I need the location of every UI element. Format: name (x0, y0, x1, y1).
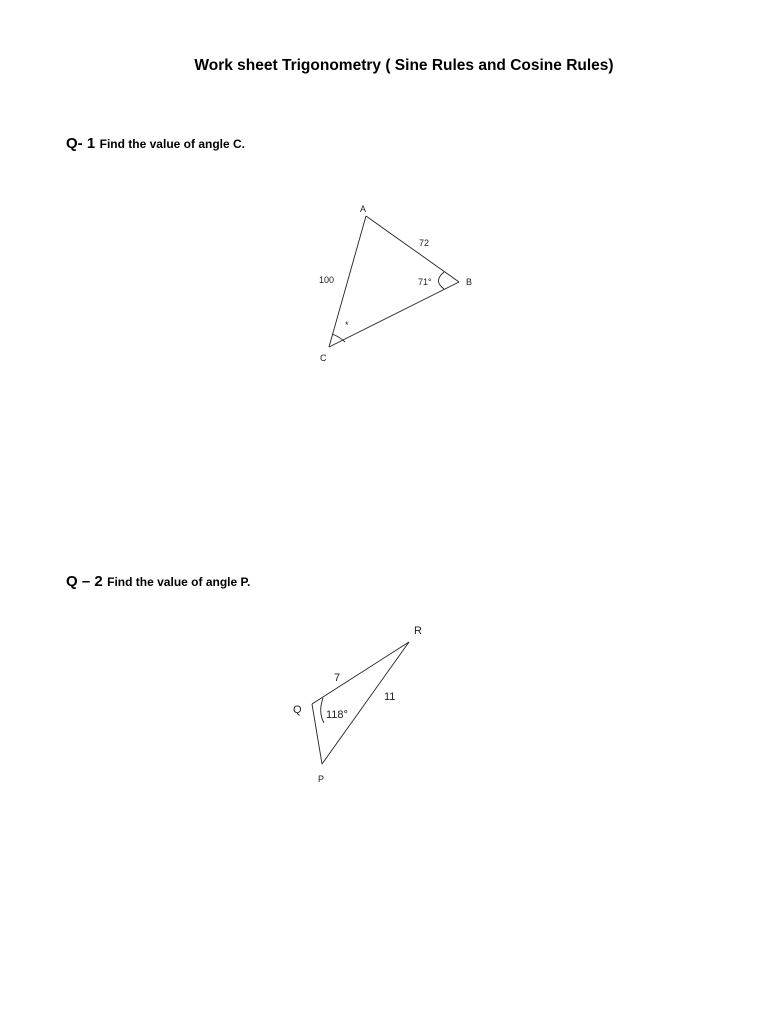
question-2 (66, 573, 250, 591)
question-2-text: Find the value of angle P. (107, 575, 251, 589)
triangle-1-side-ab (366, 216, 459, 282)
side-ac-label: 100 (319, 275, 335, 285)
triangle-1-side-bc (329, 282, 459, 347)
worksheet-title: Work sheet Trigonometry ( Sine Rules and Cosine Rules) (194, 57, 614, 74)
question-1-number: Q- 1 (66, 135, 96, 152)
triangle-2-side-pr (322, 642, 409, 764)
question-1-text: Find the value of angle C. (99, 137, 245, 151)
side-ab-label: 72 (419, 238, 430, 248)
vertex-a-label: A (360, 204, 367, 214)
triangle-1-angle-c-arc (332, 334, 345, 342)
vertex-r-label: R (414, 625, 422, 637)
triangle-2-angle-q-arc (321, 698, 324, 723)
vertex-c-label: C (320, 353, 327, 363)
vertex-b-label: B (466, 277, 473, 287)
side-pr-label: 11 (384, 691, 396, 703)
angle-c-mark: * (345, 320, 349, 330)
vertex-q-label: Q (293, 704, 302, 716)
vertex-p-label: P (318, 774, 325, 784)
side-qr-label: 7 (334, 672, 341, 684)
angle-b-label: 71° (418, 277, 432, 287)
question-2-number: Q – 2 (66, 573, 103, 590)
angle-q-label: 118° (326, 709, 348, 721)
triangle-1-angle-b-arc (439, 272, 445, 289)
